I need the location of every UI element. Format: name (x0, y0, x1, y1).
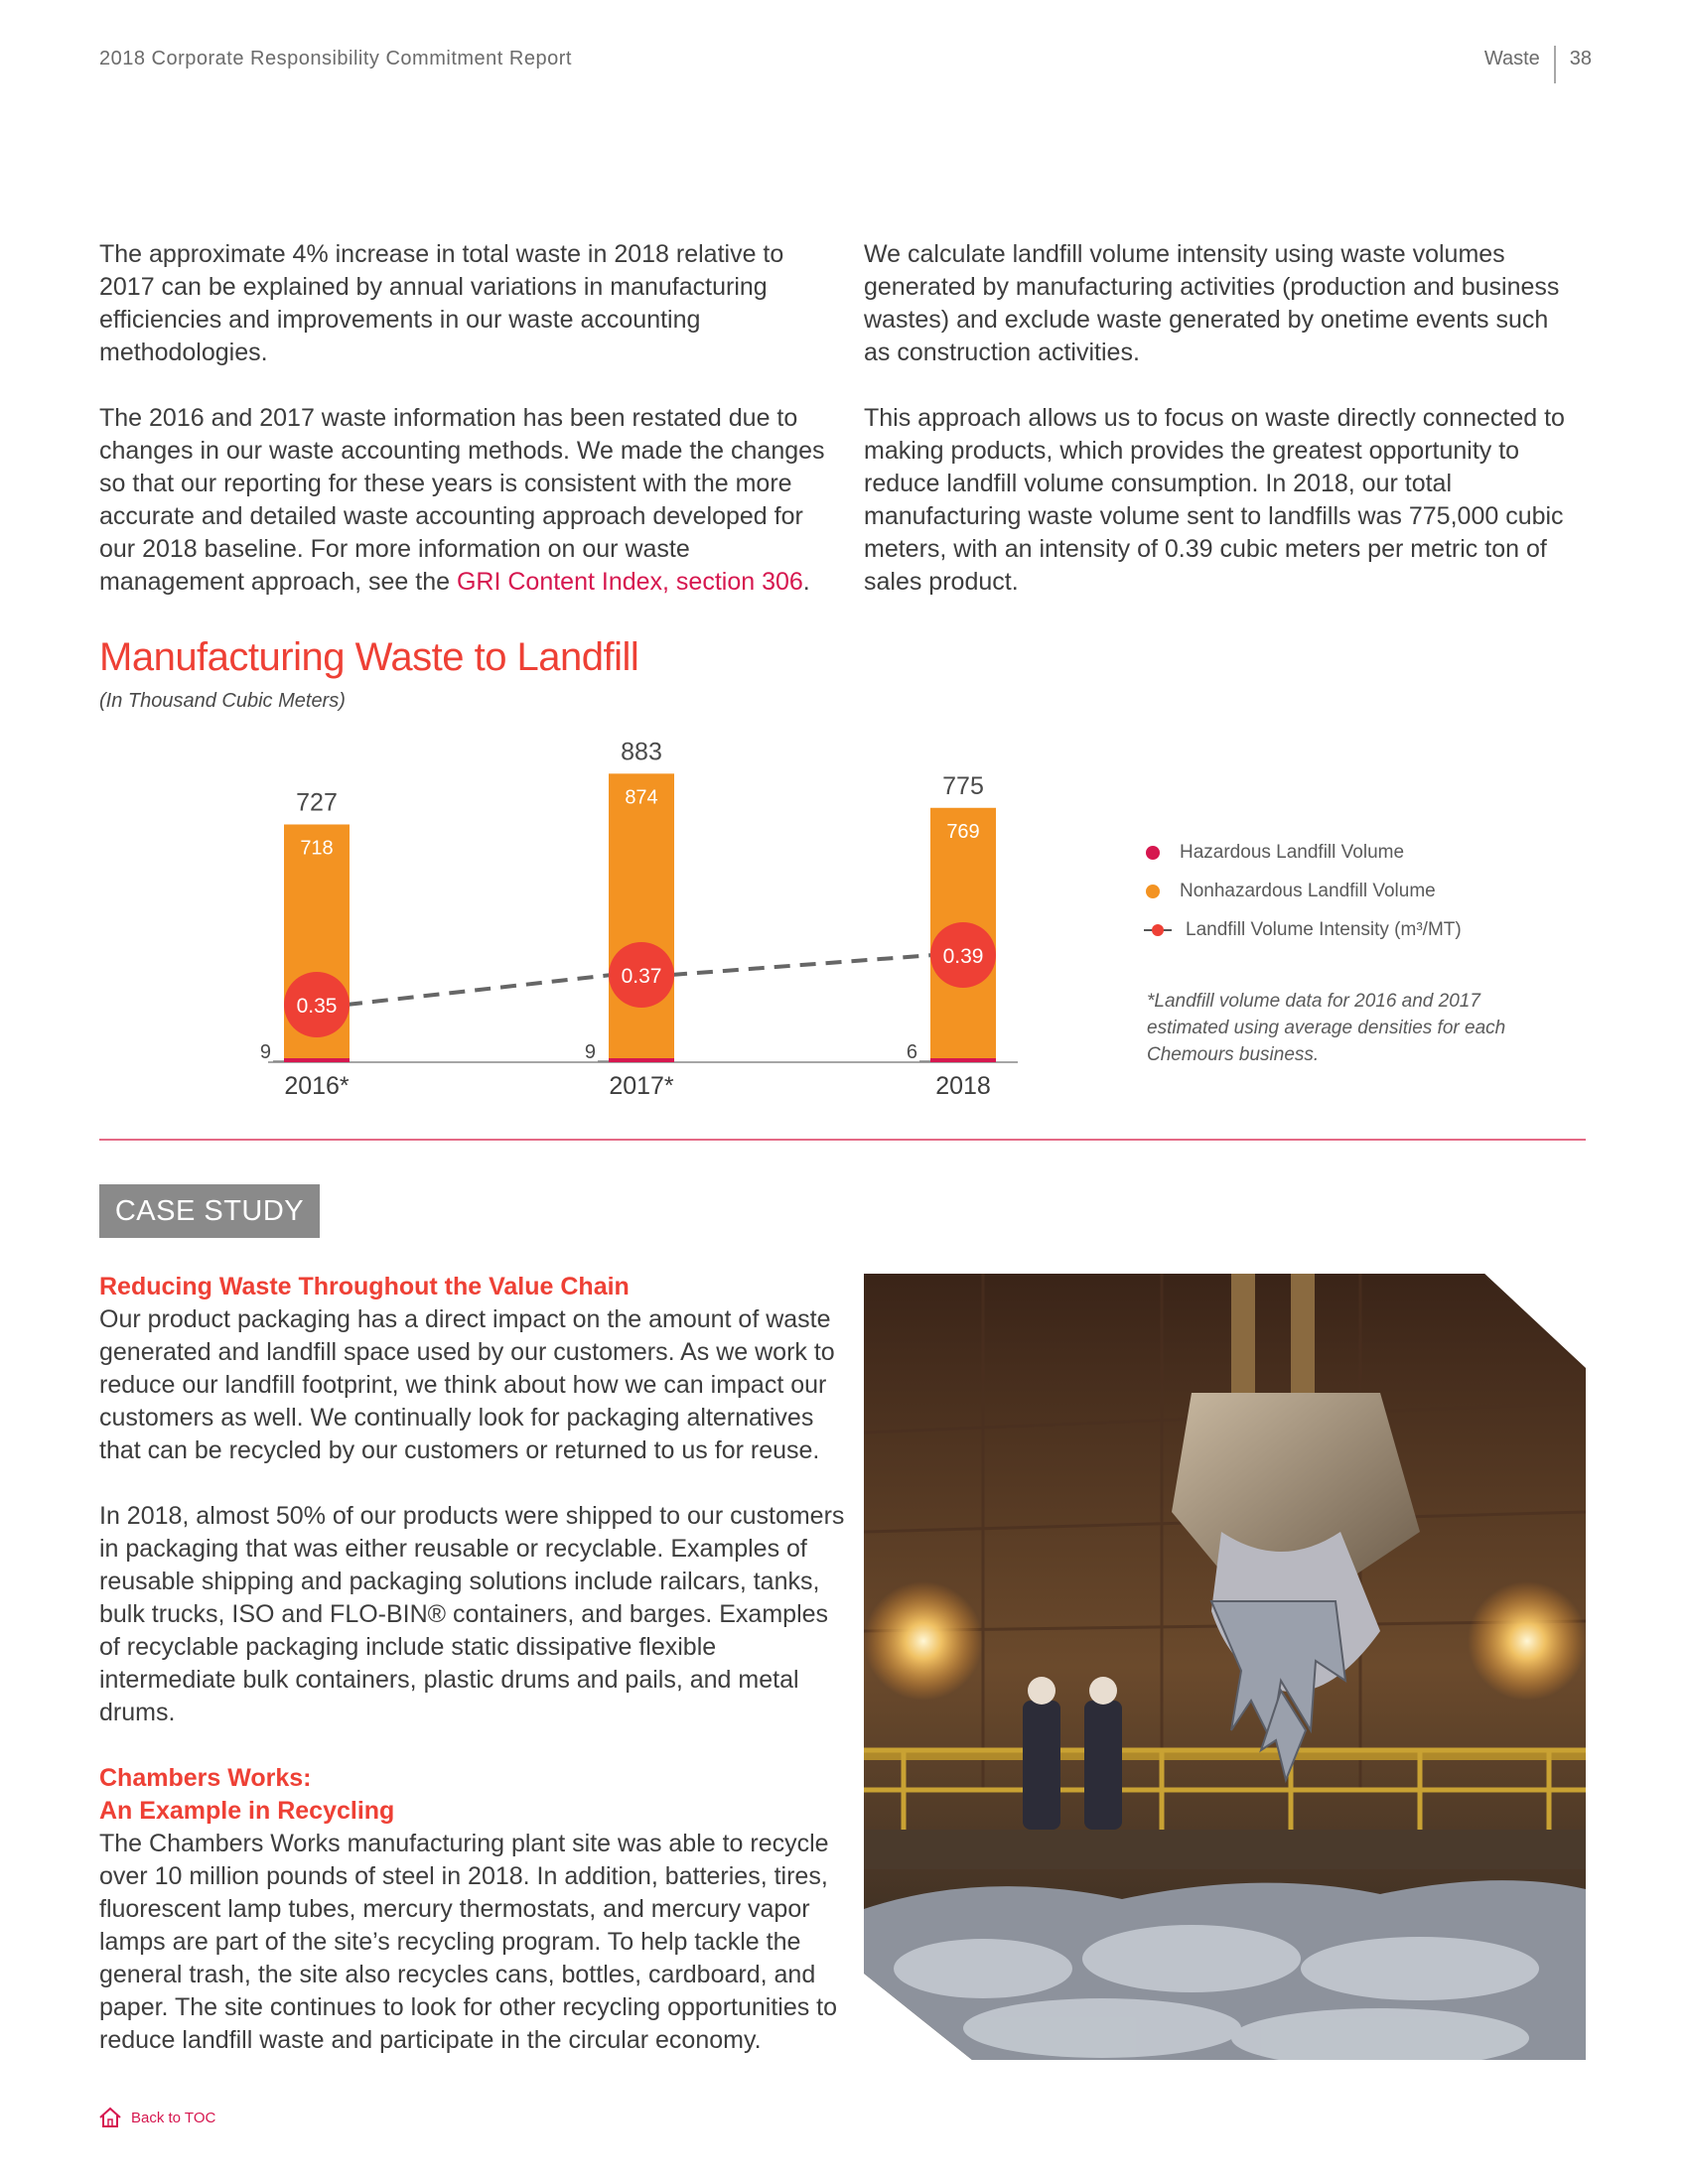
legend-hazardous-swatch (1146, 846, 1160, 860)
scrap-metal-crane-photo (864, 1274, 1586, 2060)
report-title: 2018 Corporate Responsibility Commitment Report (99, 48, 572, 69)
back-to-toc-label[interactable]: Back to TOC (131, 2109, 216, 2126)
intensity-value-label-1: 0.37 (621, 965, 662, 988)
left-paragraph-2-end: . (802, 568, 810, 596)
case-heading-2-line-1: Chambers Works: (99, 1764, 312, 1792)
page-number: 38 (1569, 48, 1592, 69)
total-value-label-2: 775 (942, 771, 984, 800)
page-header-section (1484, 46, 1592, 83)
category-label-0: 2016* (284, 1072, 350, 1100)
legend-intensity-swatch (1144, 923, 1172, 937)
bar-hazardous-1 (609, 1058, 674, 1062)
legend-item-nonhazardous (1144, 881, 1436, 902)
left-paragraph-1: The approximate 4% increase in total waste in 2018 relative to 2017 can be explained by annual variations in manufacturing efficiencies and improvements in our waste accounting methodologies. (99, 240, 784, 366)
case-study-text (99, 1271, 854, 2090)
hazardous-value-label-2: 6 (906, 1041, 917, 1063)
right-paragraph-1: We calculate landfill volume intensity using waste volumes generated by manufacturing activities (production and business wastes) and exclude waste generated by onetime events such as construction activities. (864, 240, 1560, 366)
legend-nonhazardous-swatch (1146, 885, 1160, 898)
case-study-badge: CASE STUDY (99, 1184, 320, 1238)
category-label-1: 2017* (609, 1072, 674, 1100)
landfill-bar-chart (0, 0, 1092, 1122)
legend-item-hazardous (1144, 842, 1404, 864)
intensity-value-label-2: 0.39 (942, 945, 984, 968)
intensity-value-label-0: 0.35 (296, 995, 338, 1018)
left-paragraph-2-text: The 2016 and 2017 waste information has been restated due to changes in our waste accounting methods. We made the changes so that our reporting for these years is consistent with the more accurate and detailed waste accounting approach developed for our 2018 baseline. For more information on our waste management approach, see the (99, 404, 825, 596)
chart-subtitle: (In Thousand Cubic Meters) (99, 690, 346, 712)
hazardous-value-label-0: 9 (259, 1041, 271, 1063)
total-value-label-0: 727 (296, 788, 338, 817)
right-paragraph-2: This approach allows us to focus on waste directly connected to making products, which provides the greatest opportunity to reduce landfill volume consumption. In 2018, our total manufacturing waste volume sent to landfills was 775,000 cubic meters, with an intensity of 0.39 cubic meters per metric ton of sales product. (864, 404, 1565, 596)
total-value-label-1: 883 (621, 738, 662, 766)
gri-content-index-link[interactable]: GRI Content Index, section 306 (456, 568, 803, 596)
intensity-line-segment (671, 955, 933, 975)
legend-nonhazardous-label: Nonhazardous Landfill Volume (1180, 881, 1436, 901)
category-label-2: 2018 (935, 1072, 991, 1100)
chart-title: Manufacturing Waste to Landfill (99, 635, 639, 679)
case-paragraph-2: In 2018, almost 50% of our products were shipped to our customers in packaging that was either reusable or recyclable. Examples of reusable shipping and packaging solutions include railcars, tanks, bulk trucks, ISO and FLO-BIN® containers, and barges. Examples of recyclable packaging include static dissipative flexible intermediate bulk containers, plastic drums and pails, and metal drums. (99, 1502, 845, 1726)
case-heading-chambers-works (99, 1762, 854, 1828)
chart-footnote: *Landfill volume data for 2016 and 2017 estimated using average densities for each Chemours business. (1147, 991, 1506, 1065)
legend-intensity-label: Landfill Volume Intensity (m³/MT) (1186, 919, 1462, 940)
bar-hazardous-0 (284, 1058, 350, 1062)
bar-nonhazardous-1 (609, 773, 674, 1058)
section-name: Waste (1483, 48, 1540, 69)
case-paragraph-1: Our product packaging has a direct impact on the amount of waste generated and landfill space used by our customers. As we work to reduce our landfill footprint, we think about how we can impact our customers as well. We continually look for packaging alternatives that can be recycled by our customers or returned to us for reuse. (99, 1305, 835, 1464)
nonhazardous-value-label-1: 874 (625, 786, 658, 809)
case-heading-2-line-2: An Example in Recycling (99, 1797, 395, 1825)
intensity-line-segment (347, 975, 612, 1005)
section-divider (99, 1139, 1586, 1141)
nonhazardous-value-label-0: 718 (300, 837, 334, 860)
home-icon (97, 2107, 123, 2128)
hazardous-value-label-1: 9 (584, 1041, 596, 1063)
back-to-toc-link[interactable] (97, 2107, 215, 2128)
case-paragraph-3: The Chambers Works manufacturing plant site was able to recycle over 10 million pounds of steel in 2018. In addition, batteries, tires, fluorescent lamp tubes, mercury thermostats, and mercury vapor lamps are part of the site’s recycling program. To help tackle the general trash, the site also recycles cans, bottles, cardboard, and paper. The site continues to look for other recycling opportunities to reduce landfill waste and participate in the circular economy. (99, 1830, 838, 2054)
legend-item-intensity (1144, 919, 1462, 941)
bar-hazardous-2 (930, 1058, 996, 1062)
case-heading-value-chain: Reducing Waste Throughout the Value Chain (99, 1273, 630, 1300)
legend-hazardous-label: Hazardous Landfill Volume (1180, 842, 1405, 863)
nonhazardous-value-label-2: 769 (946, 820, 980, 843)
